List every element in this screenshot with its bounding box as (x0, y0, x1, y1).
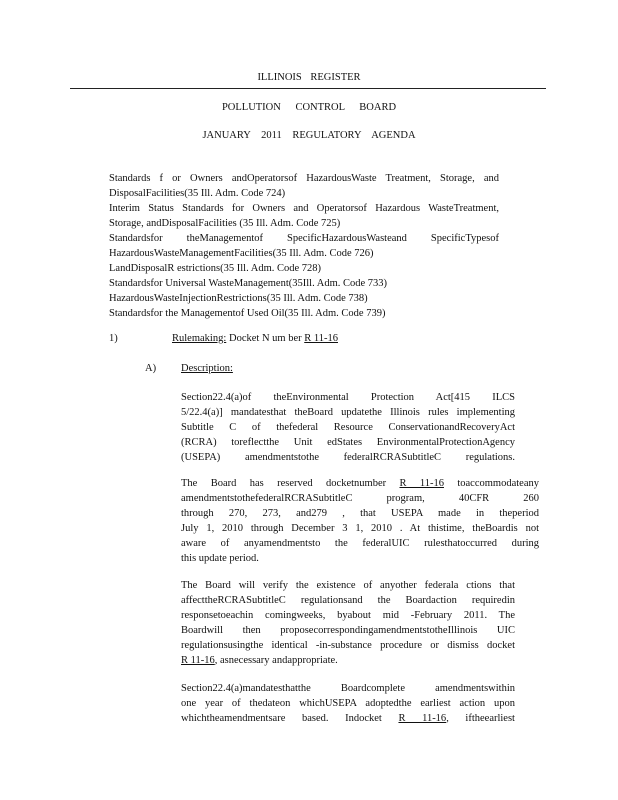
line-text: , iftheearliest (446, 713, 515, 724)
rules-list-line: Standardsfor the Managementof Used Oil(35 Ill. Adm. Code 739) (109, 308, 386, 319)
paragraph-line: regulationsusingthe identical -in-substance procedure or dismiss docket (181, 640, 515, 651)
paragraph-line: one year of thedateon whichUSEPA adoptedthe earliest action upon (181, 698, 515, 709)
rules-list-line: Standardsfor Universal WasteManagement(35Ill. Adm. Code 733) (109, 278, 388, 289)
paragraph-line: Subtitle C of thefederal Resource ConservationandRecoveryAct (181, 422, 515, 433)
rulemaking-label: Rulemaking: (172, 333, 227, 344)
agenda-heading: JANUARY 2011 REGULATORY AGENDA (202, 130, 416, 141)
line-text: whichtheamendmentsare based. Indocket (181, 713, 382, 724)
paragraph-line: through 270, 273, and279 , that USEPA made in theperiod (181, 508, 539, 519)
rules-list-line: HazardousWasteManagementFacilities(35 Ill. Adm. Code 726) (109, 248, 374, 259)
board-heading: POLLUTION CONTROL BOARD (221, 102, 397, 113)
line-text: toaccommodateany (457, 478, 539, 489)
description-paragraph-1 (181, 390, 515, 465)
affected-rules-list (109, 171, 499, 321)
paragraph-line: this update period. (181, 553, 259, 564)
paragraph-line (181, 653, 515, 668)
docket-prefix: Docket N um ber (229, 333, 302, 344)
rules-list-line: Storage, andDisposalFacilities (35 Ill. Adm. Code 725) (109, 218, 341, 229)
paragraph-line: affecttheRCRASubtitleC regulationsand the Boardaction requiredin (181, 595, 515, 606)
paragraph-line: (RCRA) toreflectthe Unit edStates EnvironmentalProtectionAgency (181, 437, 515, 448)
paragraph-line: (USEPA) amendmentstothe federalRCRASubtitleC regulations. (181, 452, 515, 463)
description-paragraph-4 (181, 681, 515, 726)
rules-list-line: Interim Status Standards for Owners and Operatorsof Hazardous WasteTreatment, (109, 203, 499, 214)
docket-number (229, 333, 338, 344)
subitem-letter: A) (145, 363, 157, 374)
paragraph-line: aware of anyamendmentsto the federalUIC rulesthatoccurred during (181, 538, 539, 549)
docket-reference: R 11-16 (398, 713, 447, 724)
paragraph-line: responsetoeachin comingweeks, byabout mid -February 2011. The (181, 610, 515, 621)
paragraph-line: Boardwill then proposecorrespondingamendmentstotheIllinois UIC (181, 625, 515, 636)
paragraph-line (181, 711, 515, 726)
item-number: 1) (109, 333, 118, 344)
rules-list-line: LandDisposalR estrictions(35 Ill. Adm. Code 728) (109, 263, 322, 274)
register-heading: ILLINOIS REGISTER (257, 72, 361, 83)
paragraph-line: July 1, 2010 through December 3 1, 2010 . At thistime, theBoardis not (181, 523, 539, 534)
line-text: The Board has reserved docketnumber (181, 478, 387, 489)
docket-reference: R 11-16 (181, 655, 215, 666)
rules-list-line: Standards f or Owners andOperatorsof HazardousWaste Treatment, Storage, and (109, 173, 499, 184)
description-label: Description: (181, 363, 233, 374)
paragraph-line (181, 476, 539, 491)
header-rule (70, 88, 546, 89)
paragraph-line: The Board will verify the existence of anyother federala ctions that (181, 580, 515, 591)
docket-value: R 11-16 (304, 333, 338, 344)
line-text: , asnecessary andappropriate. (214, 655, 338, 666)
paragraph-line: Section22.4(a)mandatesthatthe Boardcomplete amendmentswithin (181, 683, 515, 694)
description-paragraph-2 (181, 476, 539, 566)
docket-reference: R 11-16 (399, 478, 444, 489)
rules-list-line: HazardousWasteInjectionRestrictions(35 Ill. Adm. Code 738) (109, 293, 368, 304)
paragraph-line: Section22.4(a)of theEnvironmental Protection Act[415 ILCS (181, 392, 515, 403)
paragraph-line: 5/22.4(a)] mandatesthat theBoard updatethe Illinois rules implementing (181, 407, 515, 418)
paragraph-line: amendmentstothefederalRCRASubtitleC program, 40CFR 260 (181, 493, 539, 504)
rules-list-line: Standardsfor theManagementof SpecificHazardousWasteand SpecificTypesof (109, 233, 499, 244)
rules-list-line: DisposalFacilities(35 Ill. Adm. Code 724) (109, 188, 286, 199)
description-paragraph-3 (181, 578, 515, 668)
